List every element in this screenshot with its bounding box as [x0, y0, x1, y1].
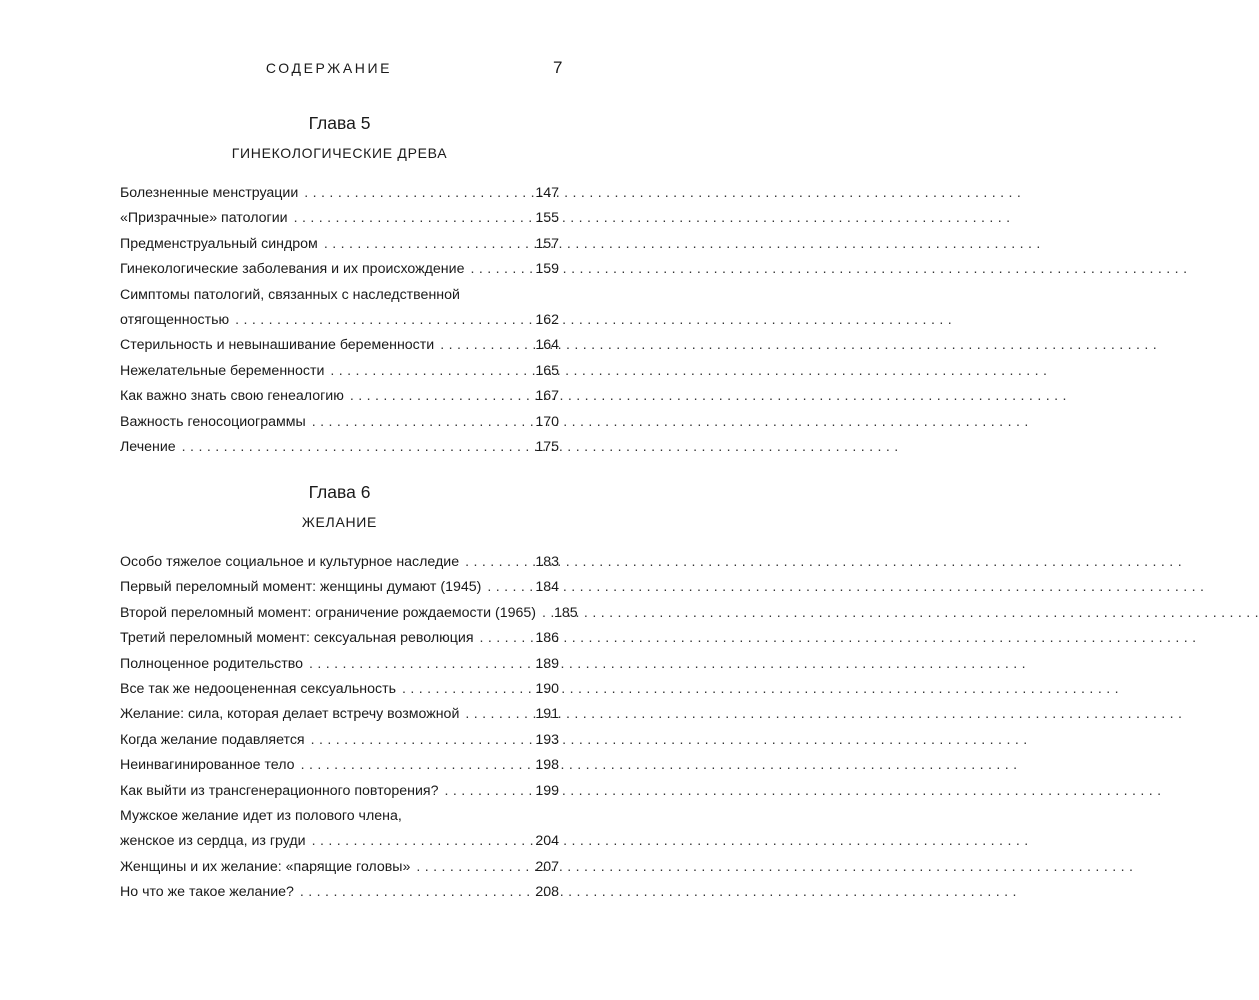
toc-entry-title: Как выйти из трансгенерационного повторения? — [120, 782, 439, 799]
dot-leader — [304, 181, 531, 206]
dot-leader — [312, 410, 532, 435]
toc-entry-title-line1: Симптомы патологий, связанных с наследственной — [120, 286, 460, 303]
toc-entry — [120, 410, 559, 435]
dot-leader — [309, 652, 531, 677]
toc-entry — [120, 728, 559, 753]
dot-leader — [235, 308, 531, 333]
toc-entry-title: женское из сердца, из груди — [120, 833, 306, 850]
toc-entry-title: Все так же недооцененная сексуальность — [120, 680, 396, 697]
toc-entry-title: отягощенностью — [120, 311, 230, 328]
toc-entry-page: 167 — [535, 388, 559, 405]
toc-entry-page: 184 — [535, 579, 559, 596]
toc-entry-page: 175 — [535, 438, 559, 455]
chapter-label: Глава 5 — [308, 113, 371, 133]
toc-entry-title: Полноценное родительство — [120, 655, 303, 672]
toc-entry-page: 207 — [535, 858, 559, 875]
dot-leader — [487, 575, 531, 600]
running-head: СОДЕРЖАНИЕ — [265, 60, 393, 76]
toc-entry-title: Желание: сила, которая делает встречу возможной — [120, 706, 460, 723]
toc-entry-page: 165 — [535, 362, 559, 379]
toc-entry — [120, 855, 559, 880]
toc-entry — [120, 702, 559, 727]
toc-entry-page: 189 — [535, 655, 559, 672]
toc-entry-title: Как важно знать свою генеалогию — [120, 388, 344, 405]
dot-leader — [465, 550, 531, 575]
toc-entry-title: Важность геносоциограммы — [120, 413, 306, 430]
toc-entry-page: 170 — [535, 413, 559, 430]
toc-entry-page: 191 — [535, 706, 559, 723]
dot-leader — [445, 779, 532, 804]
dot-leader — [301, 753, 532, 778]
toc-list — [120, 181, 559, 460]
dot-leader — [182, 435, 532, 460]
dot-leader — [402, 677, 531, 702]
toc-entry-page: 199 — [535, 782, 559, 799]
toc-entry-page: 155 — [535, 210, 559, 227]
toc-entry-page: 185 — [554, 604, 578, 621]
toc-entry-page: 204 — [535, 833, 559, 850]
toc-entry — [120, 652, 559, 677]
toc-list — [120, 550, 578, 905]
toc-entry-page: 162 — [535, 311, 559, 328]
dot-leader — [480, 626, 532, 651]
toc-entry-page: 147 — [535, 185, 559, 201]
toc-entry — [120, 601, 578, 626]
toc-entry-title: Но что же такое желание? — [120, 884, 294, 901]
toc-entry — [120, 880, 559, 905]
toc-entry — [120, 232, 559, 257]
toc-entry-page: 208 — [535, 884, 559, 901]
chapter-6 — [120, 482, 578, 905]
toc-entry-title: Второй переломный момент: ограничение рождаемости (1965) — [120, 604, 537, 621]
toc-entry-title: Первый переломный момент: женщины думают (1945) — [120, 579, 482, 596]
dot-leader — [294, 206, 532, 231]
dot-leader — [311, 728, 532, 753]
toc-entry — [120, 257, 559, 282]
chapter-title: ЖЕЛАНИЕ — [301, 514, 378, 530]
dot-leader — [330, 359, 531, 384]
toc-entry — [120, 181, 559, 206]
toc-entry-title-line1: Мужское желание идет из полового члена, — [120, 807, 402, 824]
toc-entry — [120, 283, 559, 334]
page-number: 7 — [553, 58, 563, 77]
toc-entry-title: «Призрачные» патологии — [120, 210, 288, 227]
dot-leader — [470, 257, 531, 282]
chapter-title: ГИНЕКОЛОГИЧЕСКИЕ ДРЕВА — [231, 145, 448, 161]
toc-entry — [120, 206, 559, 231]
dot-leader — [416, 855, 531, 880]
toc-entry-title: Неинвагинированное тело — [120, 757, 295, 774]
dot-leader — [542, 601, 550, 626]
toc-entry-page: 159 — [535, 261, 559, 278]
toc-entry-page: 157 — [535, 235, 559, 252]
toc-entry-title: Предменструальный синдром — [120, 235, 318, 252]
toc-entry-title: Женщины и их желание: «парящие головы» — [120, 858, 411, 875]
toc-entry-page: 198 — [535, 757, 559, 774]
toc-entry-title: Болезненные менструации — [120, 185, 299, 201]
toc-entry-title: Особо тяжелое социальное и культурное наследие — [120, 554, 460, 570]
toc-entry — [120, 677, 559, 702]
dot-leader — [350, 384, 531, 409]
toc-entry — [120, 550, 559, 575]
toc-entry — [120, 804, 559, 855]
toc-entry — [120, 753, 559, 778]
toc-entry-title: Третий переломный момент: сексуальная революция — [120, 630, 474, 647]
toc-entry — [120, 779, 559, 804]
dot-leader — [324, 232, 532, 257]
dot-leader — [465, 702, 531, 727]
toc-entry — [120, 359, 559, 384]
toc-entry — [120, 435, 559, 460]
toc-entry — [120, 384, 559, 409]
toc-entry-title: Нежелательные беременности — [120, 362, 325, 379]
toc-entry-page: 183 — [535, 554, 559, 570]
toc-entry-page: 186 — [535, 630, 559, 647]
toc-entry-title: Лечение — [120, 438, 176, 455]
toc-entry-page: 190 — [535, 680, 559, 697]
dot-leader — [312, 829, 532, 854]
toc-entry — [120, 575, 559, 600]
chapter-5 — [120, 113, 559, 460]
toc-entry-page: 193 — [535, 731, 559, 748]
toc-entry-page: 164 — [535, 337, 559, 354]
dot-leader — [300, 880, 531, 905]
toc-entry — [120, 333, 559, 358]
toc-entry — [120, 626, 559, 651]
chapter-label: Глава 6 — [308, 482, 371, 502]
toc-entry-title: Стерильность и невынашивание беременности — [120, 337, 435, 354]
toc-entry-title: Гинекологические заболевания и их происхождение — [120, 261, 465, 278]
toc-entry-title: Когда желание подавляется — [120, 731, 305, 748]
dot-leader — [440, 333, 531, 358]
